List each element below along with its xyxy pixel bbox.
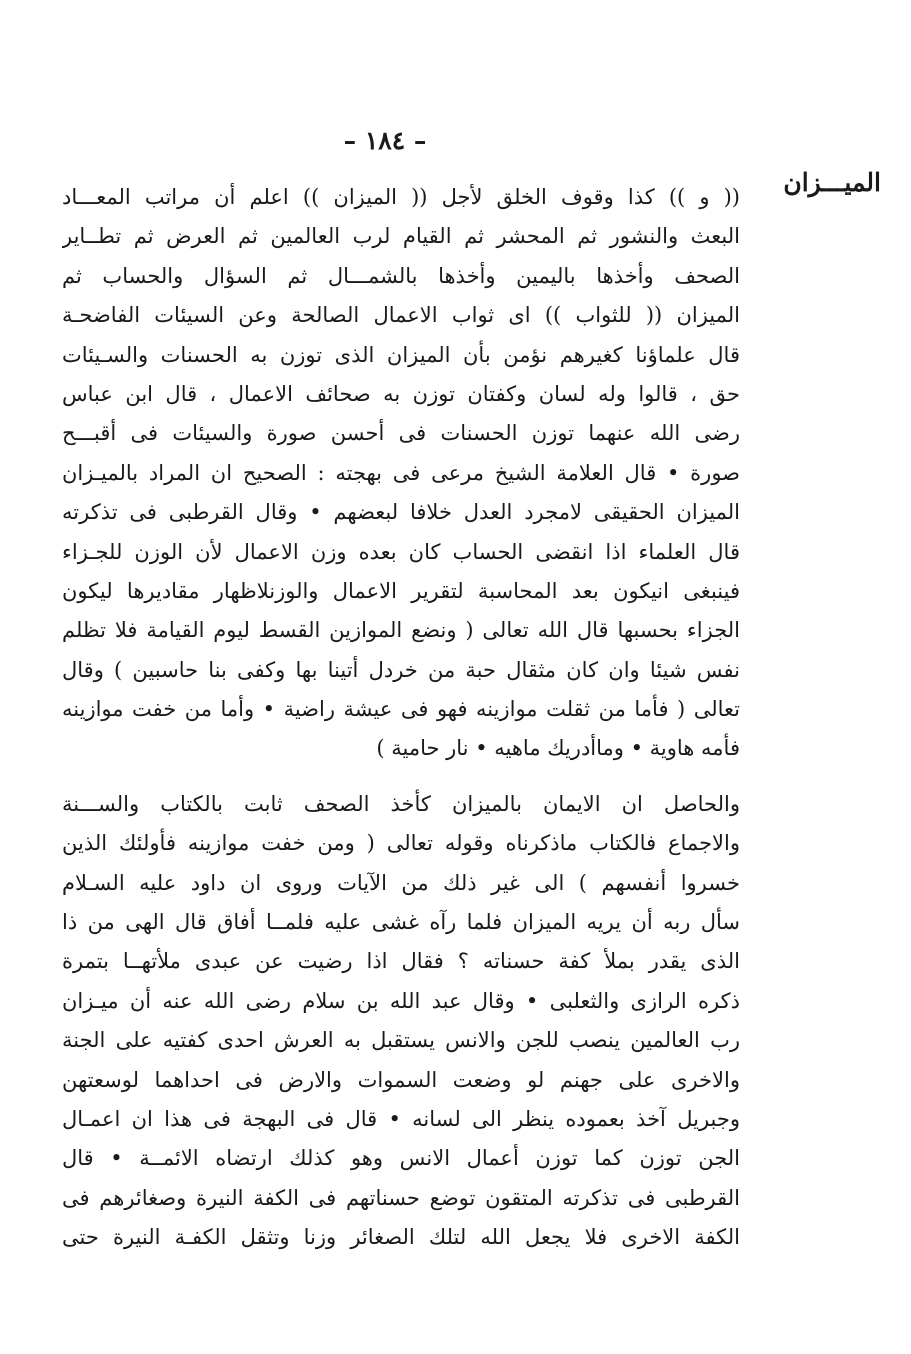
text-line: سأل ربه أن يريه الميزان فلما رآه غشى عليه فلمــا أفاق قال الهى من ذا <box>62 910 740 935</box>
text-line: والاجماع فالكتاب ماذكرناه وقوله تعالى ( ومن خفت موازينه فأولئك الذين <box>62 831 740 856</box>
page-number: – ١٨٤ – <box>343 126 427 155</box>
text-line: تعالى ( فأما من ثقلت موازينه فهو فى عيشة راضية • وأما من خفت موازينه <box>62 697 740 722</box>
text-line: الذى يقدر بملأ كفة حسناته ؟ فقال اذا رضيت عن عبدى ملأتهــا بتمرة <box>62 949 740 974</box>
text-line: صورة • قال العلامة الشيخ مرعى فى بهجته : الصحيح ان المراد بالميـزان <box>62 460 740 485</box>
text-line: ذكره الرازى والثعلبى • وقال عبد الله بن سلام رضى الله عنه أن ميـزان <box>62 988 740 1013</box>
paragraph-gap <box>62 769 740 785</box>
text-line: الميزان الحقيقى لامجرد العدل خلافا لبعضهم • وقال القرطبى فى تذكرته <box>62 500 740 525</box>
text-line: حق ، قالوا وله لسان وكفتان توزن به صحائف الاعمال ، قال ابن عباس <box>62 381 740 406</box>
text-line: القرطبى فى تذكرته المتقون توضع حسناتهم فى الكفة النيرة وصغائرهم فى <box>62 1185 740 1210</box>
text-line: الكفة الاخرى فلا يجعل الله لتلك الصغائر وزنا وتثقل الكفـة النيرة حتى <box>62 1225 740 1250</box>
margin-heading: الميـــزان <box>783 168 881 197</box>
text-line: الجن توزن كما توزن أعمال الانس وهو كذلك ارتضاه الائمــة • قال <box>62 1146 740 1171</box>
text-line: نفس شيئا وان كان مثقال حبة من خردل أتينا بها وكفى بنا حاسبين ) وقال <box>62 657 740 682</box>
text-line: الميزان (( للثواب )) اى ثواب الاعمال الصالحة وعن السيئات الفاضحـة <box>62 303 740 328</box>
paragraph-2 <box>62 785 740 1258</box>
text-line: الجزاء بحسبها قال الله تعالى ( ونضع الموازين القسط ليوم القيامة فلا تظلم <box>62 618 740 643</box>
text-line: قال علماؤنا كغيرهم نؤمن بأن الميزان الذى توزن به الحسنات والسـيئات <box>62 342 740 367</box>
text-line: الصحف وأخذها باليمين وأخذها بالشمـــال ثم السؤال والحساب ثم <box>62 263 740 288</box>
text-line: خسروا أنفسهم ) الى غير ذلك من الآيات وروى ان داود عليه السـلام <box>62 870 740 895</box>
text-line: البعث والنشور ثم المحشر ثم القيام لرب العالمين ثم العرض ثم تطــاير <box>62 224 740 249</box>
text-line: والاخرى على جهنم لو وضعت السموات والارض فى احداهما لوسعتهن <box>62 1067 740 1092</box>
main-text <box>62 178 740 1258</box>
text-line: فينبغى انيكون بعد المحاسبة لتقرير الاعمال والوزنلاظهار مقاديرها ليكون <box>62 578 740 603</box>
text-line: وجبريل آخذ بعموده ينظر الى لسانه • قال فى البهجة فى هذا ان اعمـال <box>62 1106 740 1131</box>
paragraph-1 <box>62 178 740 769</box>
text-line: رب العالمين ينصب للجن والانس يستقبل به العرش احدى كفتيه على الجنة <box>62 1028 740 1053</box>
text-line: والحاصل ان الايمان بالميزان كأخذ الصحف ثابت بالكتاب والســـنة <box>62 791 740 816</box>
text-line: فأمه هاوية • وماأدريك ماهيه • نار حامية ) <box>376 736 740 761</box>
text-line: (( و )) كذا وقوف الخلق لأجل (( الميزان )) اعلم أن مراتب المعـــاد <box>62 185 740 209</box>
text-line: رضى الله عنهما توزن الحسنات فى أحسن صورة والسيئات فى أقبـــح <box>62 421 740 446</box>
text-line: قال العلماء اذا انقضى الحساب كان بعده وزن الاعمال لأن الوزن للجـزاء <box>62 539 740 564</box>
